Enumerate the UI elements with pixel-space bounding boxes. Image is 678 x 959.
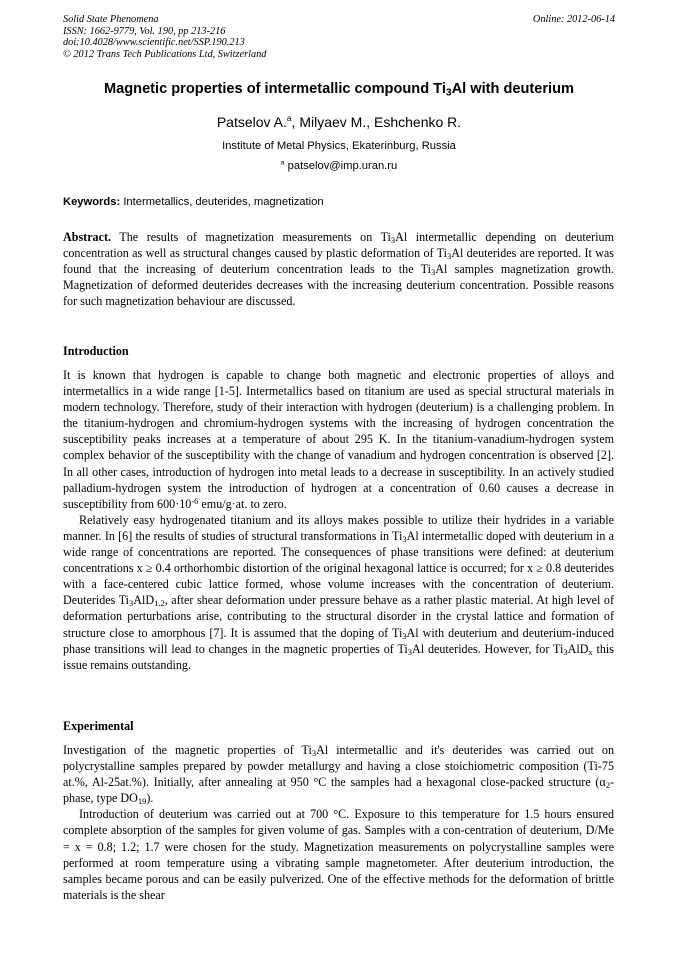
intro-text: Al deuterides. However, for Ti [412, 641, 564, 656]
intro-paragraph-2 [63, 512, 614, 673]
abstract-text: Al intermetallic depending on deuterium concentration as well as structural changes caused by plastic deformation of Ti [63, 230, 614, 261]
intro-subscript: 3 [402, 630, 407, 641]
experimental-text: -phase, type DO [63, 775, 614, 806]
intro-text: this issue remains outstanding. [63, 641, 614, 672]
introduction-section [63, 367, 614, 673]
experimental-text: ). [146, 791, 154, 806]
keywords-label: Keywords: [63, 196, 121, 208]
intro-subscript: 3 [129, 598, 134, 609]
experimental-subscript: 19 [137, 796, 147, 807]
intro-text: AlD [567, 641, 589, 656]
affiliation: Institute of Metal Physics, Ekaterinburg, Russia [222, 140, 456, 152]
author-affiliation-mark: a [286, 113, 292, 124]
abstract-text: Al samples magnetization growth. Magnetization of deformed deuterides decreases with the increasing deuterium concentration. Possible reasons for such magnetization behaviour are discussed. [63, 262, 614, 309]
intro-paragraph-1 [63, 367, 614, 512]
keywords-line [63, 195, 615, 209]
experimental-subscript: 2 [605, 780, 610, 791]
title-text-end: Al with deuterium [451, 81, 575, 97]
journal-header [63, 14, 266, 60]
intro-text: Al with deuterium and deuterium-induced phase transitions will lead to changes in the magnetic properties of Ti [63, 625, 615, 656]
abstract-label: Abstract. [63, 230, 112, 244]
experimental-subscript: 3 [311, 748, 317, 759]
experimental-heading: Experimental [63, 719, 134, 733]
email-address[interactable]: patselov@imp.uran.ru [287, 160, 398, 172]
intro-text: Relatively easy hydrogenated titanium and its alloys makes possible to utilize their hydrides in a variable manner. In [6] the results of studies of structural transformations in Ti [63, 512, 614, 543]
abstract-text: Al deuterides are reported. It was found that the increasing of deuterium concentration leads to the Ti [63, 246, 614, 277]
abstract-subscript: 3 [390, 235, 396, 246]
experimental-paragraph-2: Introduction of deuterium was carried out at 700 °C. Exposure to this temperature for 1.5 hours ensured complete absorption of the samples for given volume of gas. Samples with a con-centration of deuterium, D/Me = x = 0.8; 1.2; 1.7 were chosen for the study. Magnetization measurements on polycrystalline samples were performed at room temperature using a vibrating sample magnetometer. After deuterium introduction, the samples became porous and can be easily pulverized. One of the effective methods for the deformation of brittle materials is the shear [63, 807, 614, 902]
experimental-text: Al intermetallic and it's deuterides was carried out on polycrystalline samples prepared by powder metallurgy and having a close stoichiometric composition (Ti-75 at.%, Al-25at.%). Initially, after annealing at 950 °C the samples had a hexagonal close-packed structure (α [63, 743, 614, 790]
intro-text: Al intermetallic doped with deuterium in a wide range of concentrations are reported. The consequences of phase transitions were defined: at deuterium concentrations x ≥ 0.4 orthorhombic distortion of the original hexagonal lattice is occurred; for x ≥ 0.8 deuterides with a face-centered cubic lattice formed, whose volume increases with the concentration of deuterium. Deuterides Ti [63, 528, 614, 608]
keywords-text: Intermetallics, deuterides, magnetization [123, 196, 324, 208]
other-authors: , Milyaev M., Eshchenko R. [291, 114, 462, 130]
experimental-section [63, 742, 614, 903]
intro-text: It is known that hydrogen is capable to change both magnetic and electronic properties of alloys and intermetallics in a wide range [1-5]. Intermetallics based on titanium are used as special structural materials in modern technology. Therefore, study of their interaction with hydrogen (deuterium) is a challenging problem. In the titanium-hydrogen and chromium-hydrogen systems with the increasing of hydrogen concentration the susceptibility peaks increases at a temperature of about 295 K. In the titanium-vanadium-hydrogen system complex behavior of the susceptibility with the change of vanadium and hydrogen concentration is observed [2]. In all other cases, introduction of hydrogen into metal leads to a decrease in susceptibility. In an actively studied palladium-hydrogen system the introduction of hydrogen at a concentration of 0.60 causes a decrease in susceptibility from 600·10 [63, 368, 614, 511]
online-date: Online: 2012-06-14 [532, 14, 615, 25]
email-mark: a [280, 159, 285, 167]
abstract-paragraph [63, 229, 614, 309]
issn-line: ISSN: 1662-9779, Vol. 190, pp 213-216 [63, 25, 226, 37]
paper-title [40, 80, 638, 98]
intro-text: AlD [133, 593, 155, 608]
intro-subscript: 3 [407, 646, 413, 657]
introduction-heading: Introduction [63, 344, 129, 358]
intro-subscript: 1.2 [154, 598, 165, 609]
experimental-paragraph-1 [63, 742, 614, 806]
copyright-line: © 2012 Trans Tech Publications Ltd, Switzerland [63, 48, 267, 60]
intro-superscript: -6 [191, 495, 199, 506]
intro-subscript: 3 [563, 646, 568, 657]
title-text-start: Magnetic properties of intermetallic compound Ti [103, 81, 446, 97]
contact-email [40, 159, 638, 173]
experimental-text: Investigation of the magnetic properties of Ti [63, 743, 312, 757]
abstract-text: The results of magnetization measurements on Ti [119, 230, 391, 244]
title-subscript: 3 [445, 87, 452, 99]
author-list [40, 114, 638, 131]
abstract-subscript: 3 [430, 267, 436, 278]
intro-text: , after shear deformation under pressure behave as a rather plastic material. At high level of deformation perturbations arise, contributing to the structural disorder in the crystal lattice and formation of structure close to amorphous [7]. It is assumed that the doping of Ti [63, 593, 614, 640]
intro-subscript: x [588, 646, 593, 657]
doi-line[interactable]: doi:10.4028/www.scientific.net/SSP.190.213 [63, 37, 245, 48]
intro-subscript: 3 [402, 534, 407, 545]
first-author: Patselov A. [216, 114, 287, 130]
abstract-subscript: 3 [447, 251, 452, 262]
intro-text: emu/g·at. to zero. [198, 496, 287, 511]
journal-name: Solid State Phenomena [63, 14, 159, 25]
abstract-section [63, 229, 614, 309]
